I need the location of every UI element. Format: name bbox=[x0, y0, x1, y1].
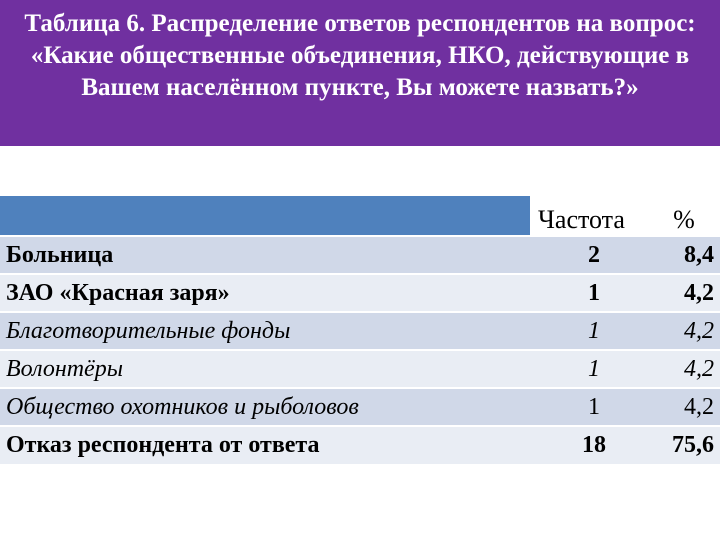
row-name: Волонтёры bbox=[0, 350, 530, 388]
row-percent: 4,2 bbox=[648, 312, 720, 350]
header-frequency: Частота bbox=[538, 205, 625, 234]
row-name: Благотворительные фонды bbox=[0, 312, 530, 350]
row-percent: 75,6 bbox=[648, 426, 720, 464]
table-row bbox=[0, 350, 720, 388]
row-frequency: 2 bbox=[530, 236, 648, 274]
row-percent: 8,4 bbox=[648, 236, 720, 274]
row-percent: 4,2 bbox=[648, 274, 720, 312]
header-name bbox=[0, 196, 530, 236]
table-row bbox=[0, 274, 720, 312]
table-header-row bbox=[0, 196, 720, 236]
row-name: Больница bbox=[0, 236, 530, 274]
row-frequency: 1 bbox=[530, 350, 648, 388]
table-row bbox=[0, 236, 720, 274]
row-name: ЗАО «Красная заря» bbox=[0, 274, 530, 312]
row-frequency: 1 bbox=[530, 388, 648, 426]
row-name: Отказ респондента от ответа bbox=[0, 426, 530, 464]
slide-title: Таблица 6. Распределение ответов респондентов на вопрос: «Какие общественные объединения, НКО, действующие в Вашем населённом пункте, Вы можете назвать?» bbox=[24, 10, 696, 101]
title-bar bbox=[0, 0, 720, 146]
row-name: Общество охотников и рыболовов bbox=[0, 388, 530, 426]
responses-table bbox=[0, 196, 720, 464]
table-row bbox=[0, 312, 720, 350]
row-percent: 4,2 bbox=[648, 388, 720, 426]
row-percent: 4,2 bbox=[648, 350, 720, 388]
table-row bbox=[0, 388, 720, 426]
header-percent: % bbox=[673, 205, 695, 234]
row-frequency: 18 bbox=[530, 426, 648, 464]
row-frequency: 1 bbox=[530, 274, 648, 312]
table-row bbox=[0, 426, 720, 464]
row-frequency: 1 bbox=[530, 312, 648, 350]
